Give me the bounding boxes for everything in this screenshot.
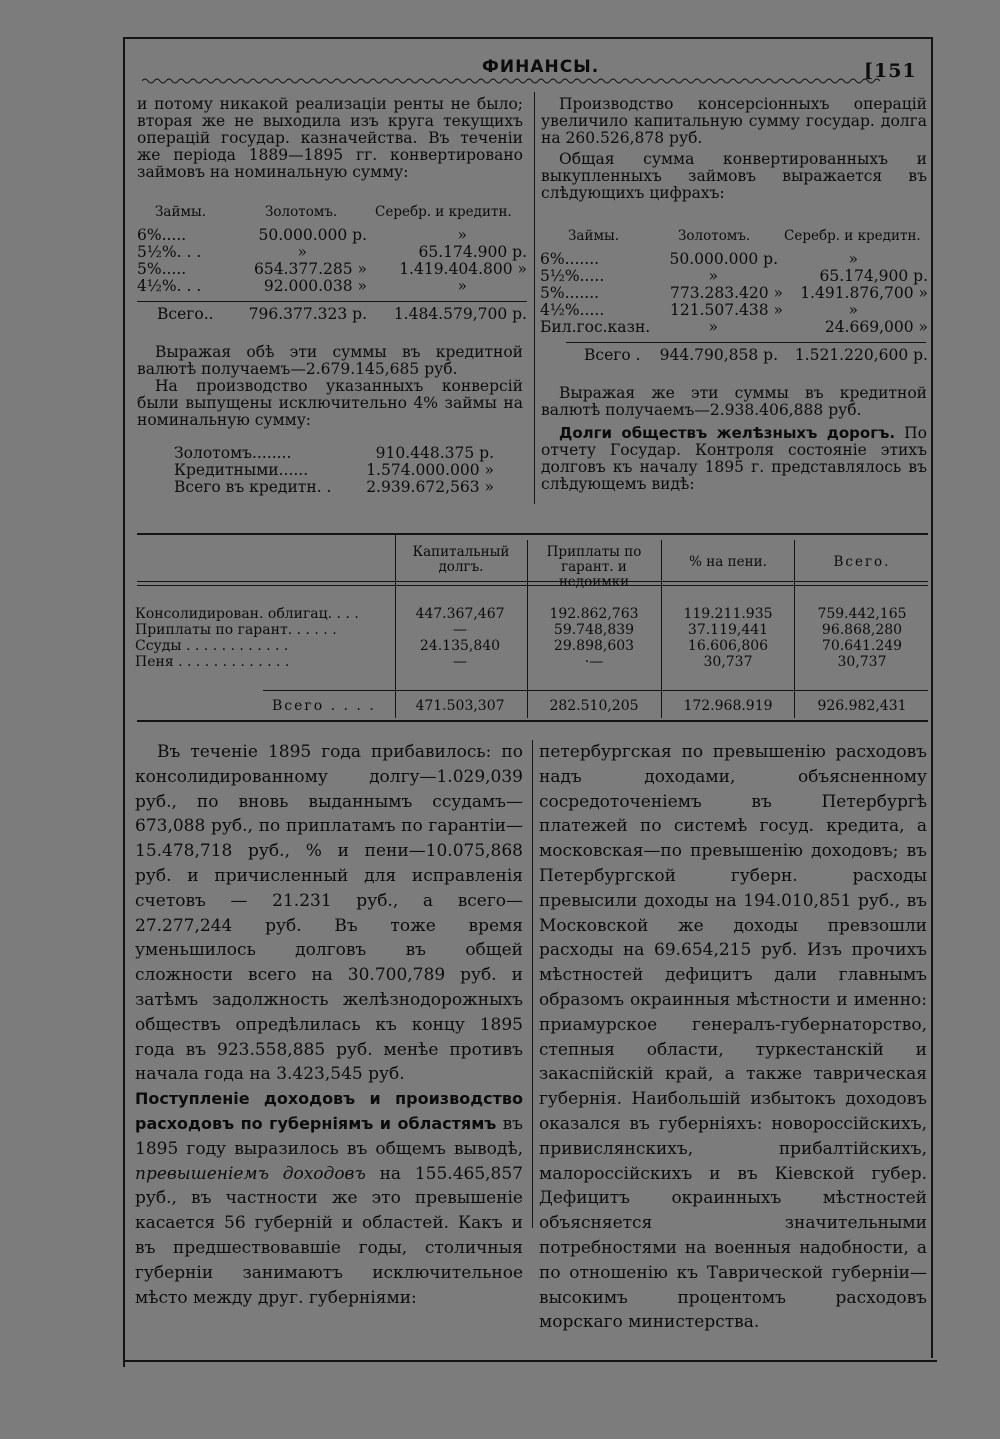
lb-p2: Поступленіе доходовъ и производство расходовъ по губерніямъ и областямъ въ 1895 году выразилось въ общемъ выводѣ, превышеніемъ доходовъ на 155.465,857 руб., въ частности же это превышеніе касается 56 губерній и областей. Какъ и въ предшествовавшіе годы, столичныя губерніи занимаютъ исключительное мѣсто между друг. губерніями: [135,1089,523,1308]
col-silver: Серебр. и кредитн. [784,228,921,244]
railway-debts-heading: Долги обществъ желѣзныхъ дорогъ. [559,424,896,442]
table-row: 6%..... 50.000.000 р. » [137,226,467,244]
list-item: Всего въ кредитн. . 2.939.672,563 » [174,478,494,496]
debt-col-sep-3 [661,540,662,718]
lb-p1: Въ теченіе 1895 года прибавилось: по консолидированному долгу—1.029,039 руб., по вновь выданнымъ ссудамъ—673,088 руб., по приплатамъ по гарантіи—15.478,718 руб., % и пени—10.075,868 руб. и причисленный для исправленія счетовъ — 21.231 руб., а всего—27.277,244 руб. Въ тоже время уменьшилось долговъ въ общей сложности всего на 30.700,789 руб. и затѣмъ задолжность желѣзнодорожныхъ обществъ опредѣлилась къ концу 1895 года въ 923.558,885 руб. менѣе противъ начала года на 3.423,545 руб. [135,742,523,1085]
wavy-rule [142,77,928,85]
debt-row-label: Ссуды . . . . . . . . . . . . [135,638,289,654]
right-p1: Производство консерсіонныхъ операцій увеличило капитальную сумму государ. долга на 260.526,878 руб. [541,95,927,147]
column-divider-bottom [532,740,533,1228]
left-intro-paragraph [137,96,523,181]
list-item: Золотомъ........ 910.448.375 р. [174,444,494,462]
right-p2: Общая сумма конвертированныхъ и выкупленныхъ займовъ выражается въ слѣдующихъ цифрахъ: [541,150,927,202]
debt-row-label: Консолидирован. облигац. . . . [135,606,359,622]
right-table-total: Всего . 944.790,858 р. 1.521.220,600 р. [584,346,928,364]
debt-header-total: Всего. [833,554,891,570]
debt-header-penalty: % на пени. [689,554,767,570]
debt-table-bottom-rule [137,720,928,722]
debt-header-capital: Капитальный долгъ. [412,544,510,575]
right-table-header [540,228,928,245]
frame-left-line [123,37,125,1367]
right-loans-table [540,228,928,364]
table-row: 4½%. . . 92.000.038 » » [137,277,467,295]
debt-table-top-rule [137,533,928,535]
col-silver: Серебр. и кредитн. [375,204,512,220]
table-row: 5%..... 654.377.285 » 1.419.404.800 » [137,260,527,278]
right-table-rule [566,342,926,343]
right-p4: Долги обществъ желѣзныхъ дорогъ. По отчету Государ. Контроля состояніе этихъ долговъ къ началу 1895 г. представлялось въ слѣдующемъ видѣ: [541,424,927,493]
table-row: 6%....... 50.000.000 р. » [540,250,858,268]
left-p2: Выражая обѣ эти суммы въ кредитной валютѣ получаемъ—2.679.145,685 руб. [137,343,523,378]
debt-total-label: Всего . . . . [272,698,376,714]
right-top-paragraphs [541,96,927,202]
left-loans-table [137,204,527,323]
debt-col-sep-4 [794,540,795,718]
left-sums [174,445,494,496]
page-number: [151 [864,60,917,82]
left-bottom-text [135,740,523,1310]
col-loans: Займы. [568,228,619,244]
column-divider-top [534,92,535,504]
rb-p1: петербургская по превышенію расходовъ надъ доходами, объясненному сосредоточеніемъ въ Петербургѣ платежей по системѣ госуд. кредита, а московская—по превышенію доходовъ; въ Петербургской губерн. расходы превысили доходы на 194.010,851 руб., въ Московской же доходы превзошли расходы на 69.654,215 руб. Изъ прочихъ мѣстностей дефицитъ дали главнымъ образомъ окраинныя мѣстности и именно: приамурское генералъ-губернаторство, степныя области, туркестанскій и закаспійскій край, а также таврическая губернія. Наибольшій избытокъ доходовъ оказался въ губерніяхъ: новороссійскихъ, привислянскихъ, прибалтійскихъ, малороссійскихъ и въ Кіевской губер. Дефицитъ окраинныхъ мѣстностей объясняется значительными потребностями на военныя надобности, а по отношенію къ Таврической губерніи—высокимъ процентомъ расходовъ морскаго министерства. [539,742,927,1333]
right-mid-paragraphs [541,385,927,493]
left-table-rule [137,301,527,302]
frame-bottom-line [123,1360,937,1362]
left-table-total: Всего.. 796.377.323 р. 1.484.579,700 р. [157,305,527,323]
table-row: Бил.гос.казн. » 24.669,000 » [540,318,928,336]
page-title: ФИНАНСЫ. [482,57,600,77]
left-table-header [137,204,527,221]
list-item: Кредитными...... 1.574.000.000 » [174,461,494,479]
debt-row-label: Приплаты по гарант. . . . . . [135,622,337,638]
frame-right-line [931,38,933,1358]
col-loans: Займы. [155,204,206,220]
table-row: 5½%..... » 65.174,900 р. [540,267,928,285]
left-p3: На производство указанныхъ конверсій были выпущены исключительно 4% займы на номинальную сумму: [137,377,523,429]
col-gold: Золотомъ. [678,228,751,244]
table-row: 5½%. . . » 65.174.900 р. [137,243,527,261]
right-bottom-text [539,740,927,1335]
debt-col-sep-2 [527,540,528,718]
debt-table-total-rule [263,690,928,691]
table-row: 4½%..... 121.507.438 » » [540,301,858,319]
debt-header-surcharges: Приплаты по гарант. и недоимки [546,544,642,590]
right-p3: Выражая же эти суммы въ кредитной валютѣ получаемъ—2.938.406,888 руб. [541,384,927,419]
col-gold: Золотомъ. [265,204,338,220]
revenues-heading: Поступленіе доходовъ и производство расходовъ по губерніямъ и областямъ [135,1089,523,1133]
debt-row-label: Пеня . . . . . . . . . . . . . [135,654,290,670]
table-row: 5%....... 773.283.420 » 1.491.876,700 » [540,284,928,302]
frame-top-line [123,37,933,39]
intro-text: и потому никакой реализаціи ренты не было; вторая же не выходила изъ круга текущихъ операцій государ. казначейства. Въ теченіи же періода 1889—1895 гг. конвертировано займовъ на номинальную сумму: [137,95,523,181]
left-paragraphs [137,344,523,429]
